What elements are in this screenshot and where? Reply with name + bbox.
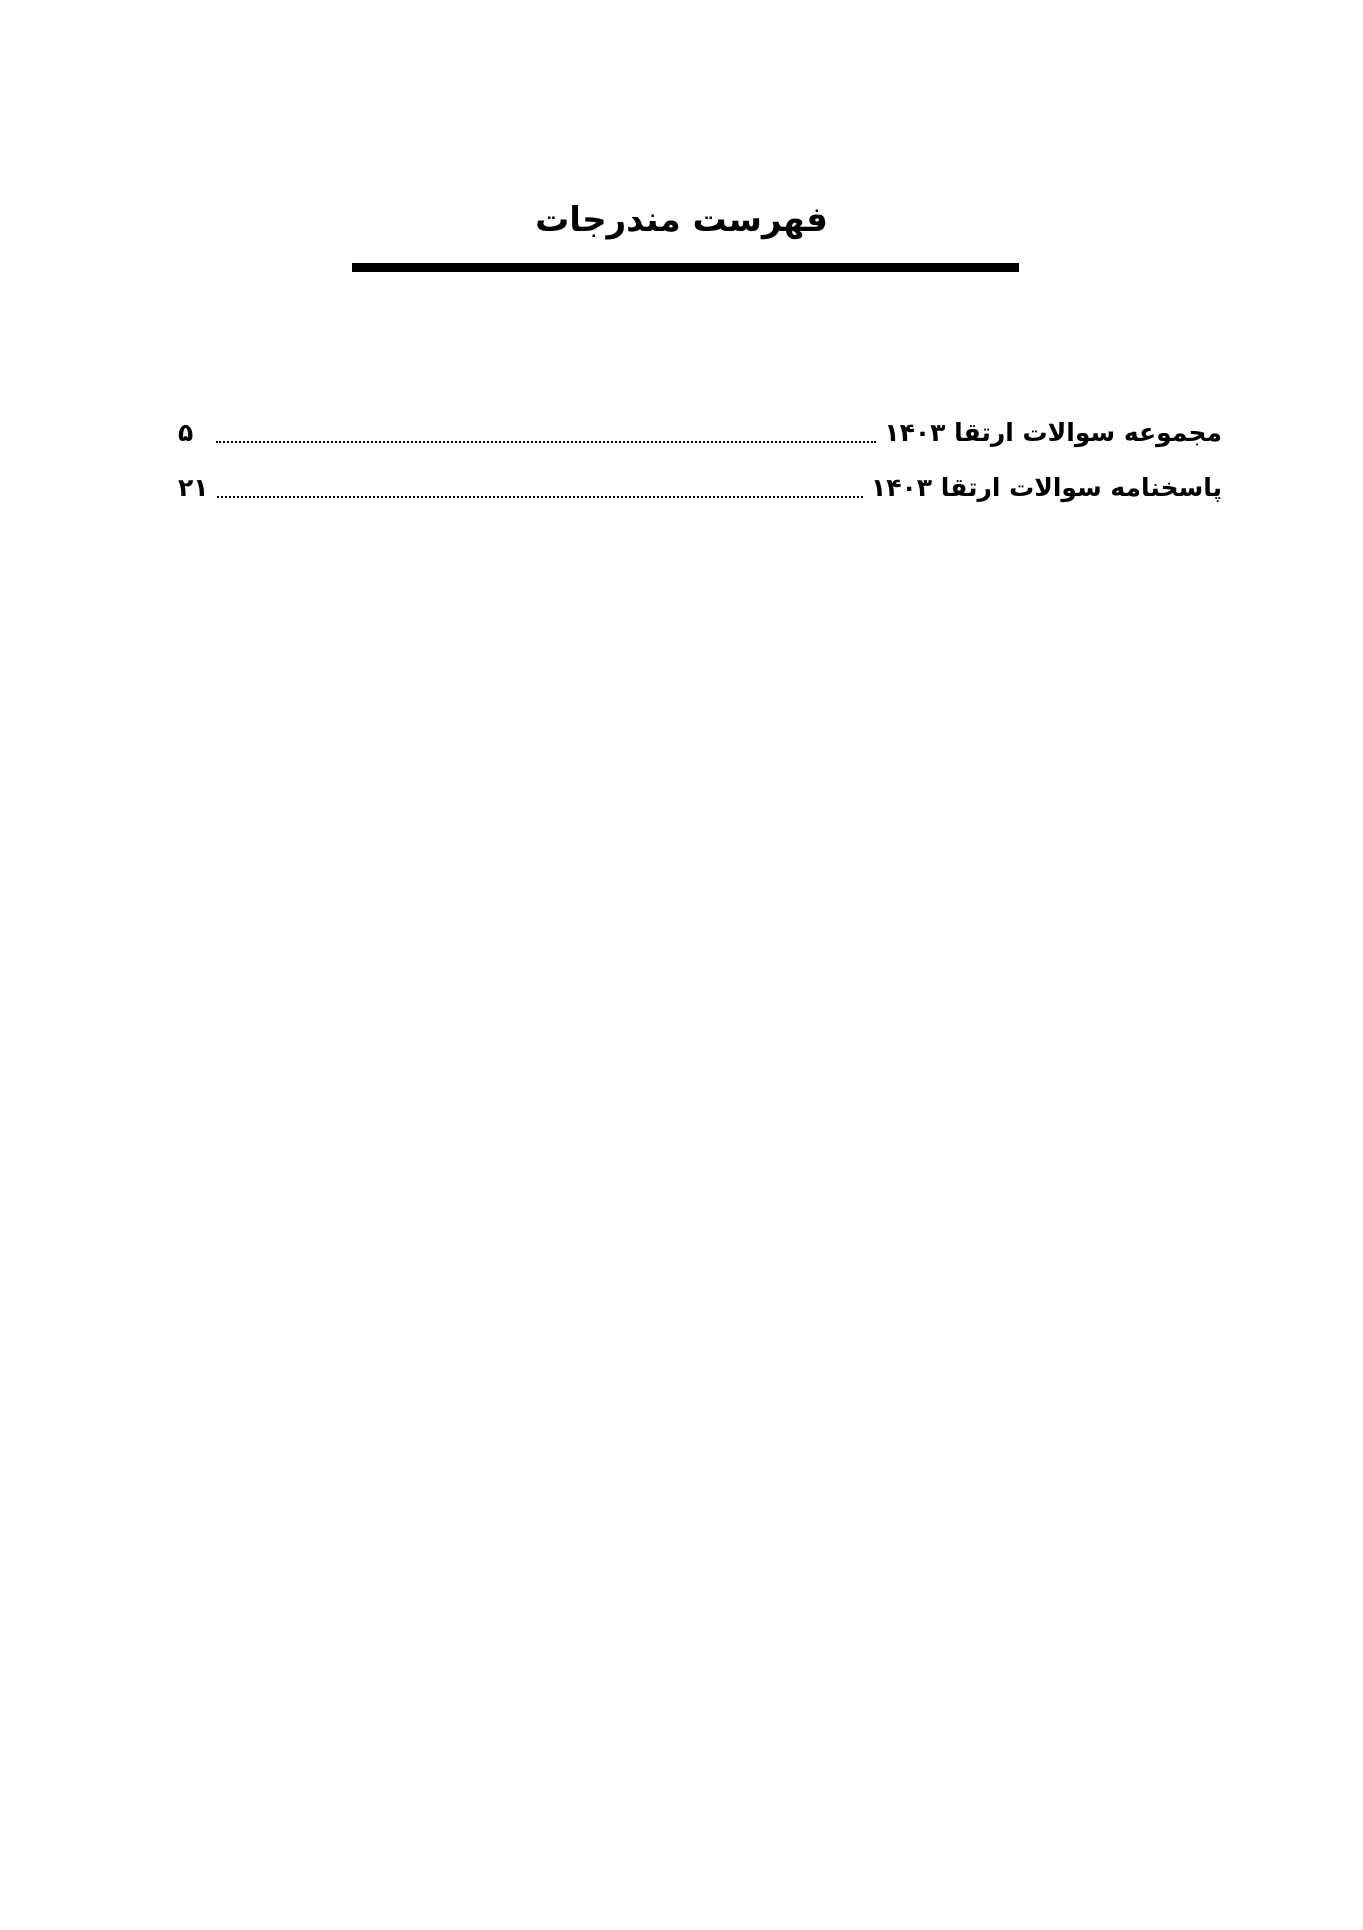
- page-title: فهرست مندرجات: [535, 200, 828, 240]
- dot-leader: [217, 496, 863, 498]
- toc-entry-title: پاسخنامه سوالات ارتقا ۱۴۰۳: [870, 473, 1222, 502]
- table-of-contents: [178, 398, 1222, 508]
- title-underline: [352, 263, 1019, 272]
- dot-leader: [216, 441, 876, 443]
- toc-entry-title: مجموعه سوالات ارتقا ۱۴۰۳: [884, 418, 1222, 447]
- toc-entry-page-number: ۵: [178, 418, 194, 447]
- toc-entry[interactable]: [178, 453, 1222, 508]
- toc-entry-page-number: ۲۱: [178, 473, 209, 502]
- toc-entry[interactable]: [178, 398, 1222, 453]
